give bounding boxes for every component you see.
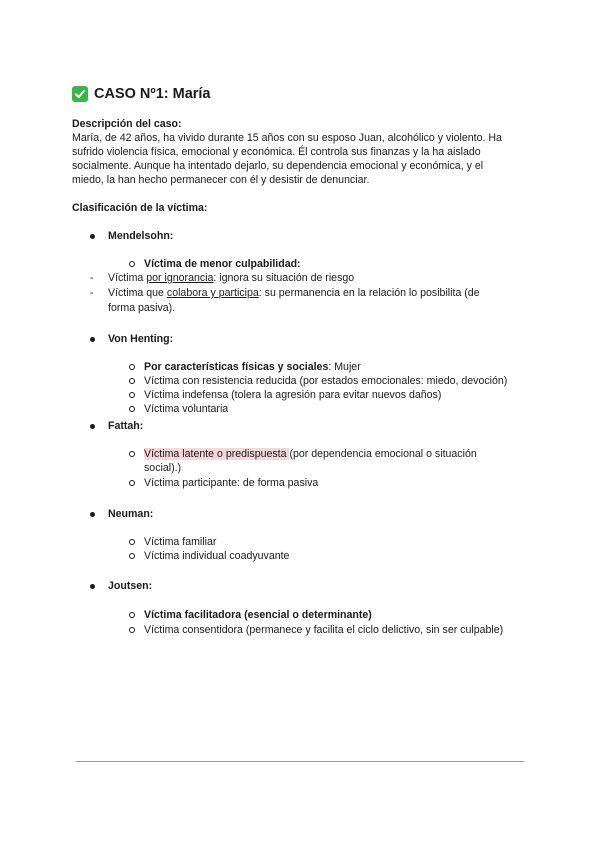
von-henting-sub-2: Víctima con resistencia reducida (por estados emocionales: miedo, devoción) — [129, 374, 507, 388]
dash-icon: - — [90, 287, 94, 299]
title-text: CASO Nº1: María — [94, 86, 211, 102]
mendelsohn-detail-2-cont: forma pasiva). — [108, 302, 176, 314]
von-henting-sub-4: Víctima voluntaria — [129, 402, 228, 416]
mendelsohn-sub-label: Víctima de menor culpabilidad: — [144, 258, 301, 270]
dash-icon: - — [90, 272, 94, 284]
check-mark-icon — [72, 86, 88, 102]
bullet-icon — [90, 234, 95, 239]
circle-bullet-icon — [129, 480, 135, 486]
mendelsohn-label: Mendelsohn: — [108, 230, 174, 242]
circle-bullet-icon — [129, 451, 135, 457]
circle-bullet-icon — [129, 627, 135, 633]
fattah-sub-1: Víctima latente o predispuesta (por dependencia emocional o situación — [129, 447, 477, 461]
classification-heading: Clasificación de la víctima: — [72, 202, 208, 214]
bullet-icon — [90, 337, 95, 342]
fattah-sub-2: Víctima participante: de forma pasiva — [129, 476, 318, 490]
mendelsohn-detail-2: Víctima que colabora y participa: su permanencia en la relación lo posibilita (de — [108, 287, 480, 299]
joutsen-label: Joutsen: — [108, 580, 153, 592]
circle-bullet-icon — [129, 378, 135, 384]
fattah-sub-1-cont: social).) — [144, 462, 182, 474]
von-henting-sub-3: Víctima indefensa (tolera la agresión para evitar nuevos daños) — [129, 388, 441, 402]
joutsen-sub-1: Víctima facilitadora (esencial o determinante) — [129, 608, 372, 622]
description-line-2: sufrido violencia física, emocional y económica. Él controla sus finanzas y la ha aislado — [72, 146, 481, 158]
circle-bullet-icon — [129, 261, 135, 267]
neuman-sub-1: Víctima familiar — [129, 535, 216, 549]
neuman-item — [90, 507, 153, 521]
von-henting-item — [90, 332, 173, 346]
bullet-icon — [90, 584, 95, 589]
neuman-label: Neuman: — [108, 508, 154, 520]
description-line-3: socialmente. Aunque ha intentado dejarlo, su dependencia emocional y económica, y el — [72, 160, 484, 172]
circle-bullet-icon — [129, 392, 135, 398]
von-henting-label: Von Henting: — [108, 333, 174, 345]
neuman-sub-2: Víctima individual coadyuvante — [129, 549, 289, 563]
circle-bullet-icon — [129, 364, 135, 370]
fattah-label: Fattah: — [108, 420, 144, 432]
joutsen-sub-2: Víctima consentidora (permanece y facilita el ciclo delictivo, sin ser culpable) — [129, 623, 503, 637]
circle-bullet-icon — [129, 612, 135, 618]
page-title — [72, 84, 211, 104]
fattah-item — [90, 419, 143, 433]
description-line-4: miedo, la han hecho permanecer con él y desistir de denunciar. — [72, 174, 370, 186]
description-heading: Descripción del caso: — [72, 118, 182, 130]
bullet-icon — [90, 424, 95, 429]
mendelsohn-item — [90, 229, 173, 243]
circle-bullet-icon — [129, 553, 135, 559]
bullet-icon — [90, 512, 95, 517]
mendelsohn-sub-item — [129, 257, 301, 271]
description-line-1: María, de 42 años, ha vivido durante 15 años con su esposo Juan, alcohólico y violento. Ha — [72, 132, 502, 144]
mendelsohn-detail-1: Víctima por ignorancia: ignora su situación de riesgo — [108, 272, 355, 284]
circle-bullet-icon — [129, 539, 135, 545]
circle-bullet-icon — [129, 406, 135, 412]
footer-divider — [76, 761, 524, 762]
joutsen-item — [90, 579, 152, 593]
von-henting-sub-1: Por características físicas y sociales: Mujer — [129, 360, 361, 374]
